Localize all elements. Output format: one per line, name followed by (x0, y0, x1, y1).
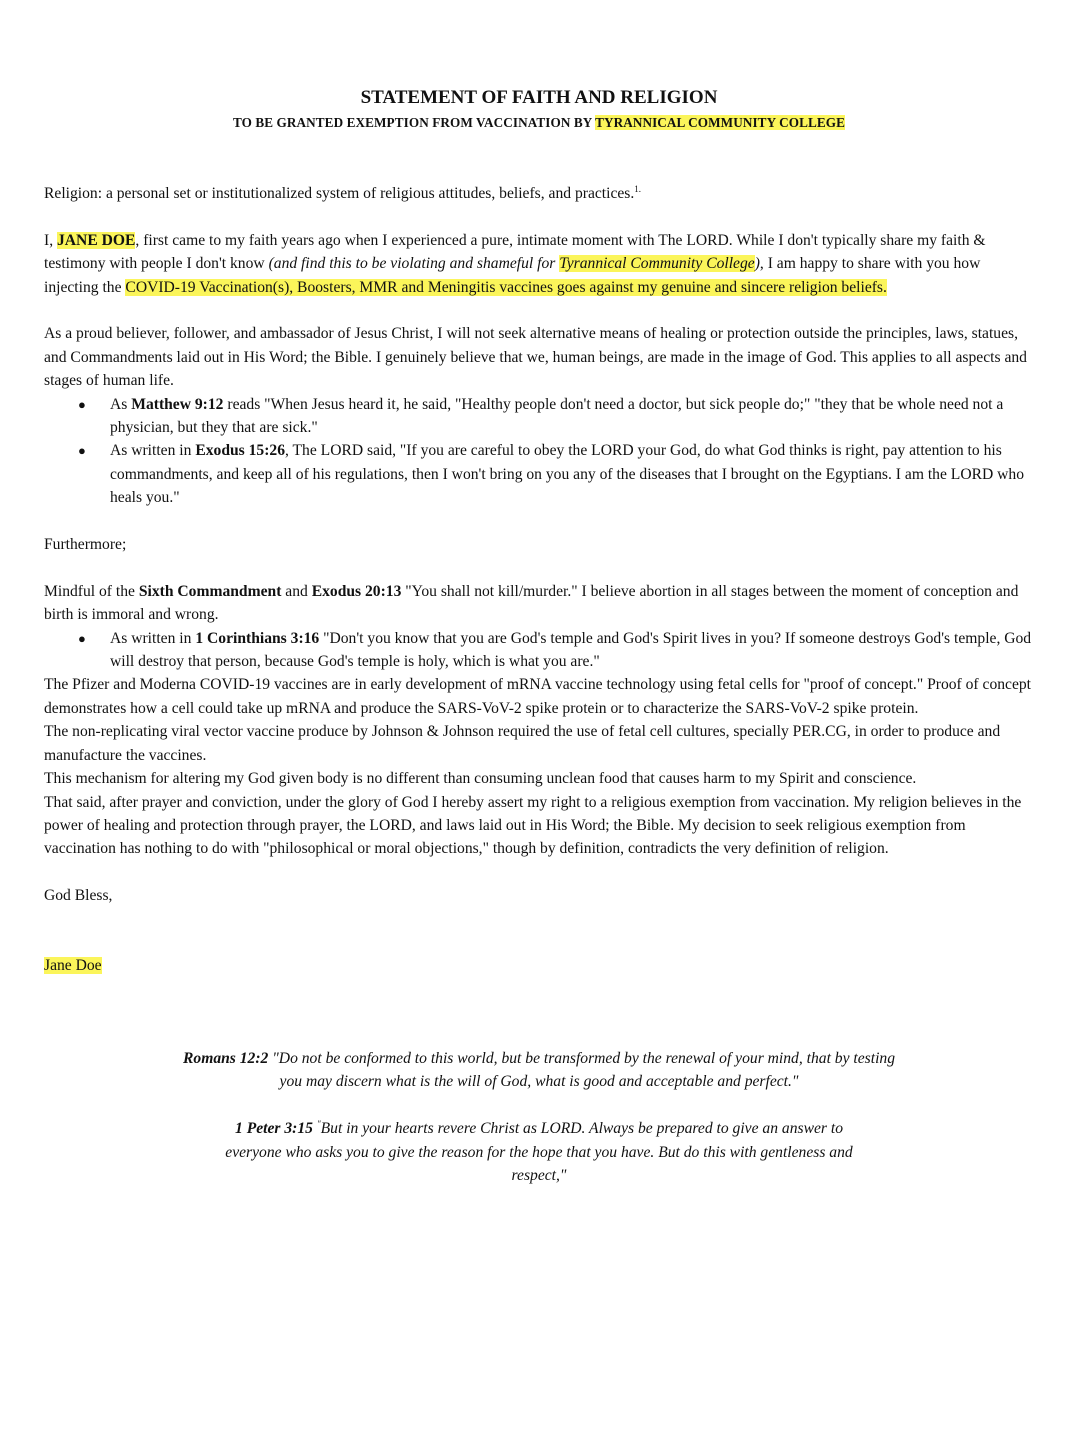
bullet-dot: ● (78, 630, 86, 646)
subtitle-prefix: TO BE GRANTED EXEMPTION FROM VACCINATION BY (232, 115, 596, 130)
johnson-paragraph: The non-replicating viral vector vaccine produce by Johnson & Johnson required the use of fetal cell cultures, specially PER.CG, in order to produce and manufacture the vaccines. (44, 723, 1001, 764)
scripture-bullet-list (44, 393, 1034, 510)
document-title: STATEMENT OF FAITH AND RELIGION (360, 87, 718, 108)
vaccines-highlight: COVID-19 Vaccination(s), Boosters, MMR and Meningitis vaccines goes against my genuine and sincere religion beliefs. (125, 278, 887, 296)
sixth-commandment-reference: Sixth Commandment (138, 582, 282, 600)
scripture-reference: Matthew 9:12 (131, 395, 224, 413)
mindful-post: "You shall not kill/murder." I believe abortion in all stages between the moment of conception and birth is immoral and wrong. (44, 582, 1019, 624)
intro-italic-2: ) (754, 255, 760, 273)
assertion-paragraph: That said, after prayer and conviction, under the glory of God I hereby assert my right to a religious exemption from vaccination. My religion believes in the power of healing and protection through prayer, the LORD, and laws laid out in His Word; the Bible. My decision to seek religious exemption from vaccination has nothing to do with "philosophical or moral objections," though by definition, contradicts the very definition of religion. (44, 793, 1022, 858)
closing-line: God Bless, (44, 887, 113, 905)
intro-paragraph (44, 229, 1034, 299)
believer-paragraph: As a proud believer, follower, and ambassador of Jesus Christ, I will not seek alternative means of healing or protection outside the principles, laws, statues, and Commandments laid out in His Word; the Bible. I genuinely believe that we, human beings, are made in the image of God. This applies to all aspects and stages of human life. (44, 325, 1027, 390)
mindful-paragraph (44, 580, 1034, 627)
verse-text: "Do not be conformed to this world, but be transformed by the renewal of your mind, that by testing you may discern what is the will of God, what is good and acceptable and perfect." (268, 1049, 895, 1091)
intro-text-1: I, (44, 231, 57, 249)
bullet-pre: As written in (110, 629, 196, 647)
bullet-text: "Don't you know that you are God's temple and God's Spirit lives in you? If someone destroys God's temple, God will destroy that person, because God's temple is holy, which is what you are." (110, 629, 1032, 671)
bullet-dot: ● (78, 443, 86, 459)
verse-reference: Romans 12:2 (183, 1049, 269, 1067)
bullet-pre: As written in (110, 442, 196, 460)
college-name-highlight: Tyrannical Community College (559, 255, 755, 273)
bullet-text: reads "When Jesus heard it, he said, "Healthy people don't need a doctor, but sick people do;" "they that be whole need not a physician, but they that are sick." (110, 395, 1004, 437)
intro-text-2: , first came to my faith years ago when I experienced a pure, intimate moment with The LORD. While I don't typically share my faith & testimony with people I don't know (44, 231, 986, 273)
subtitle-college-highlight: TYRANNICAL COMMUNITY COLLEGE (595, 115, 846, 130)
bullet-text: , The LORD said, "If you are careful to obey the LORD your God, do what God thinks is right, pay attention to his commandments, and keep all of his regulations, then I won't bring on you any of the diseases that I brought on the Egyptians. I am the LORD who heals you." (110, 442, 1024, 507)
signature-line (44, 954, 1034, 977)
religion-definition (44, 182, 1034, 205)
verse-quote-mark: " (316, 1118, 321, 1129)
bullet-corinthians (44, 627, 1034, 674)
mechanism-paragraph: This mechanism for altering my God given body is no different than consuming unclean food that causes harm to my Spirit and conscience. (44, 770, 917, 788)
mindful-mid: and (281, 582, 312, 600)
verse-reference: 1 Peter 3:15 (235, 1120, 313, 1138)
bullet-exodus (44, 439, 1034, 509)
document-subtitle (44, 114, 1034, 132)
intro-text-3: , I am happy to share with you how injecting the (44, 255, 981, 296)
verse-romans (44, 1047, 1034, 1094)
footnote-marker: 1. (634, 183, 642, 194)
scripture-reference: Exodus 15:26 (195, 442, 286, 460)
corinthians-bullet-list (44, 627, 1034, 674)
mindful-pre: Mindful of the (44, 582, 139, 600)
verse-peter (44, 1117, 1034, 1187)
pfizer-paragraph: The Pfizer and Moderna COVID-19 vaccines are in early development of mRNA vaccine technology using fetal cells for "proof of concept." Proof of concept demonstrates how a cell could take up mRNA and produce the SARS-VoV-2 spike protein or to characterize the SARS-VoV-2 spike protein. (44, 676, 1032, 717)
signature-highlight: Jane Doe (44, 956, 102, 974)
bullet-pre: As (110, 395, 132, 413)
scripture-reference: 1 Corinthians 3:16 (195, 629, 320, 647)
exodus-reference: Exodus 20:13 (311, 582, 402, 600)
bullet-matthew (44, 393, 1034, 440)
furthermore-line: Furthermore; (44, 536, 127, 554)
author-name-highlight: JANE DOE (57, 231, 136, 249)
definition-text: Religion: a personal set or institutionalized system of religious attitudes, beliefs, and practices. (44, 185, 635, 202)
bullet-dot: ● (78, 396, 86, 412)
intro-italic-1: (and find this to be violating and shameful for (268, 255, 560, 273)
verse-text: But in your hearts revere Christ as LORD. Always be prepared to give an answer to everyone who asks you to give the reason for the hope that you have. But do this with gentleness and respect," (225, 1120, 853, 1184)
